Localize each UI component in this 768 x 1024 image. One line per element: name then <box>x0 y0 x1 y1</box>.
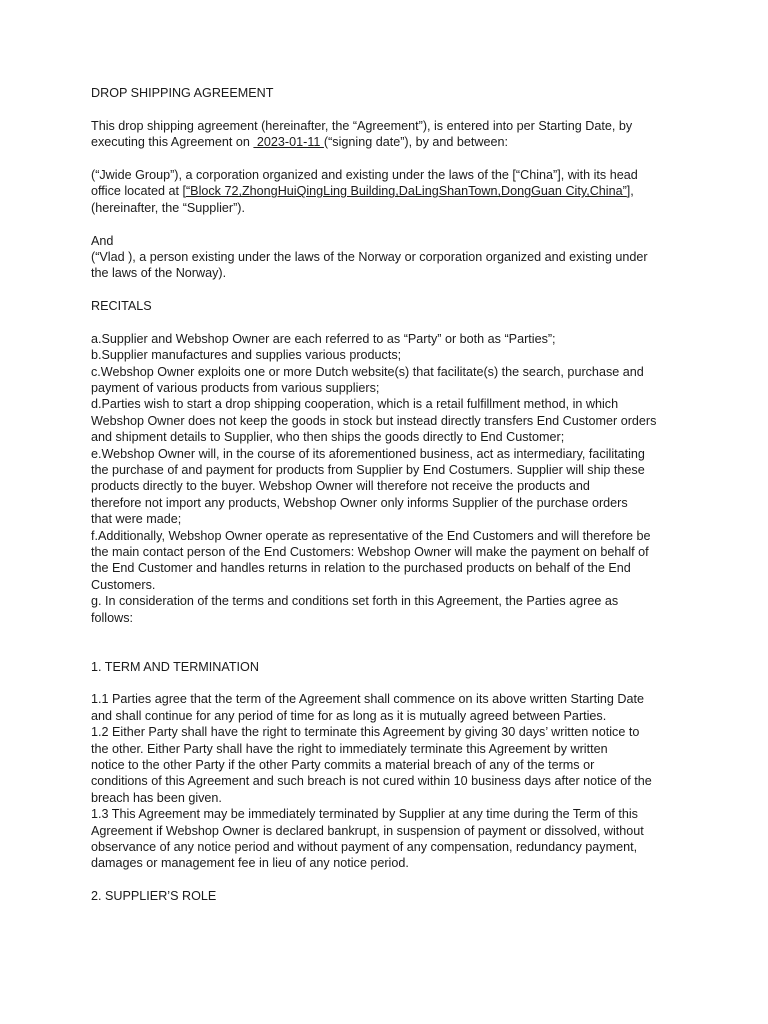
section-1-line: 1.2 Either Party shall have the right to terminate this Agreement by giving 30 days’ written notice to <box>91 725 640 740</box>
intro-line-2 <box>91 134 683 150</box>
section-1-line: damages or management fee in lieu of any notice period. <box>91 856 409 871</box>
section-1-line: observance of any notice period and without payment of any compensation, redundancy payment, <box>91 839 638 854</box>
section-2-heading: 2. SUPPLIER’S ROLE <box>91 889 217 904</box>
recital-line: b.Supplier manufactures and supplies various products; <box>91 348 402 363</box>
owner-line-2: the laws of the Norway). <box>91 266 227 281</box>
section-1-line: 1.3 This Agreement may be immediately terminated by Supplier at any time during the Term of this <box>91 807 638 822</box>
recital-line: a.Supplier and Webshop Owner are each referred to as “Party” or both as “Parties”; <box>91 331 556 346</box>
document-page <box>91 85 683 905</box>
section-1-body <box>91 691 683 871</box>
recital-line: the purchase of and payment for products from Supplier by End Costumers. Supplier will ship these <box>91 462 645 477</box>
intro-paragraph <box>91 118 683 151</box>
recital-line: therefore not import any products, Webshop Owner only informs Supplier of the purchase orders <box>91 495 628 510</box>
section-1-line: the other. Either Party shall have the right to immediately terminate this Agreement by written <box>91 741 608 756</box>
supplier-line-2-start: office located at [ <box>91 184 186 199</box>
owner-paragraph <box>91 249 683 282</box>
intro-line-2-end: (“signing date”), by and between: <box>323 135 509 150</box>
recital-line: the End Customer and handles returns in relation to the purchased products on behalf of the End <box>91 561 631 576</box>
section-1-line: Agreement if Webshop Owner is declared bankrupt, in suspension of payment or dissolved, without <box>91 823 644 838</box>
recital-line: the main contact person of the End Customers: Webshop Owner will make the payment on behalf of <box>91 544 649 559</box>
recital-line: g. In consideration of the terms and conditions set forth in this Agreement, the Parties agree as <box>91 594 619 609</box>
document-title: DROP SHIPPING AGREEMENT <box>91 86 274 100</box>
recital-line: and shipment details to Supplier, who then ships the goods directly to End Customer; <box>91 430 565 445</box>
recital-line: Webshop Owner does not keep the goods in stock but instead directly transfers End Customer orders <box>91 413 657 428</box>
supplier-line-1: (“Jwide Group”), a corporation organized and existing under the laws of the [“China”], with its head <box>91 167 638 182</box>
intro-line-1: This drop shipping agreement (hereinafter, the “Agreement”), is entered into per Starting Date, by <box>91 118 633 133</box>
recital-line: c.Webshop Owner exploits one or more Dutch website(s) that facilitate(s) the search, purchase and <box>91 364 644 379</box>
recitals-list <box>91 331 683 626</box>
recital-line: f.Additionally, Webshop Owner operate as representative of the End Customers and will therefore be <box>91 528 651 543</box>
recital-line: payment of various products from various suppliers; <box>91 381 380 396</box>
section-1-line: notice to the other Party if the other Party commits a material breach of any of the terms or <box>91 758 595 773</box>
recital-line: d.Parties wish to start a drop shipping cooperation, which is a retail fulfillment method, in which <box>91 397 619 412</box>
and-label: And <box>91 233 114 248</box>
supplier-line-2 <box>91 183 683 199</box>
recital-line: Customers. <box>91 577 156 592</box>
section-1-line: conditions of this Agreement and such breach is not cured within 10 business days after notice of the <box>91 774 652 789</box>
recital-line: products directly to the buyer. Webshop Owner will therefore not receive the products and <box>91 479 590 494</box>
recital-line: follows: <box>91 610 133 625</box>
recital-line: that were made; <box>91 512 182 527</box>
section-1-line: and shall continue for any period of time for as long as it is mutually agreed between Parties. <box>91 708 607 723</box>
section-1-line: breach has been given. <box>91 790 222 805</box>
signing-date: 2023-01-11 <box>253 135 324 150</box>
supplier-line-2-end: ], <box>626 184 634 199</box>
recital-line: e.Webshop Owner will, in the course of its aforementioned business, act as intermediary, facilitating <box>91 446 645 461</box>
section-1-heading: 1. TERM AND TERMINATION <box>91 659 259 674</box>
intro-line-2-start: executing this Agreement on <box>91 135 254 150</box>
section-1-line: 1.1 Parties agree that the term of the Agreement shall commence on its above written Starting Date <box>91 692 645 707</box>
supplier-line-3: (hereinafter, the “Supplier”). <box>91 200 245 215</box>
supplier-paragraph <box>91 167 683 216</box>
owner-line-1: (“Vlad ), a person existing under the laws of the Norway or corporation organized and existing under <box>91 249 648 264</box>
supplier-address: “Block 72,ZhongHuiQingLing Building,DaLingShanTown,DongGuan City,China” <box>185 184 627 199</box>
recitals-heading: RECITALS <box>91 299 152 314</box>
